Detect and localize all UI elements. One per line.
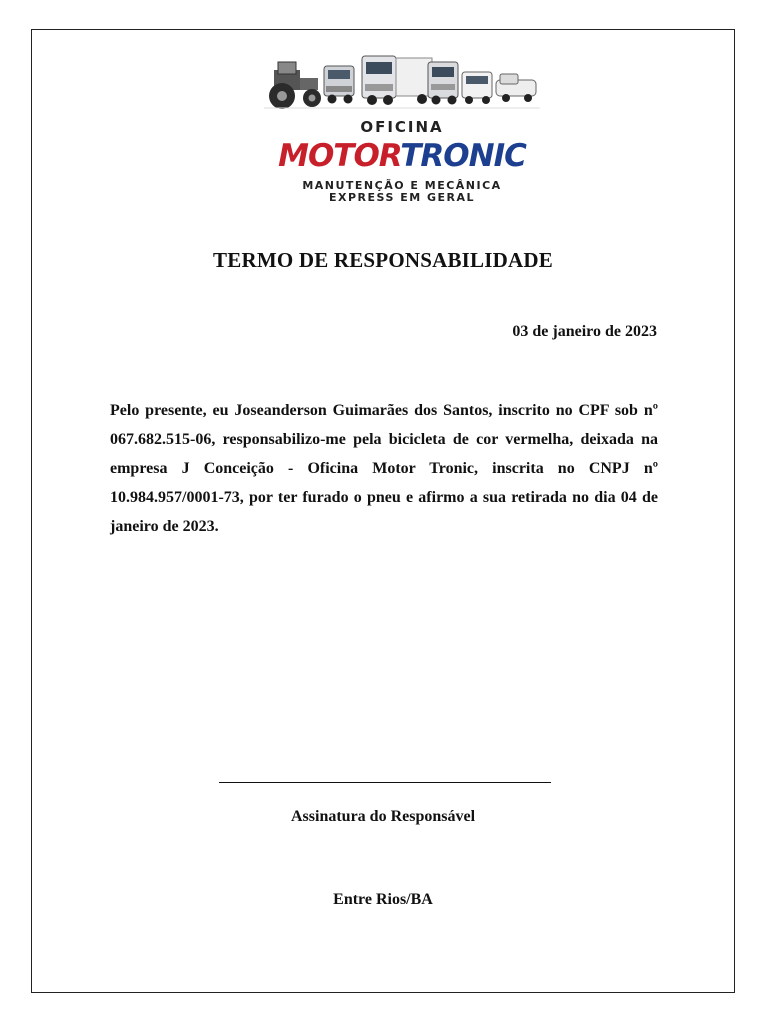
signature-label: Assinatura do Responsável bbox=[290, 808, 476, 825]
logo-tagline1: MANUTENÇÃO E MECÂNICA bbox=[302, 179, 502, 192]
van-icon bbox=[462, 72, 492, 104]
pickup-icon bbox=[496, 74, 536, 102]
truck-icon bbox=[324, 66, 354, 104]
company-logo bbox=[262, 52, 542, 237]
tractor-icon bbox=[269, 62, 321, 109]
logo-line1: OFICINA bbox=[360, 118, 444, 136]
truck-icon bbox=[362, 56, 432, 105]
logo-brand bbox=[262, 138, 542, 174]
document-body: Pelo presente, eu Joseanderson Guimarães dos Santos, inscrito no CPF sob nº 067.682.515-06, responsabilizo-me pela bicicleta de cor vermelha, deixada na empresa J Conceição - Oficina Motor Tronic, inscrita no CNPJ nº 10.984.957/0001-73, por ter furado o pneu e afirmo a sua retirada no dia 04 de janeiro de 2023. bbox=[110, 402, 658, 535]
document-page bbox=[31, 29, 735, 993]
truck-icon bbox=[428, 62, 458, 105]
logo-brand-tronic: TRONIC bbox=[400, 138, 526, 174]
document-date: 03 de janeiro de 2023 bbox=[512, 323, 657, 340]
logo-tagline2: EXPRESS EM GERAL bbox=[328, 191, 476, 204]
logo-brand-motor: MOTOR bbox=[278, 138, 401, 174]
document-title: TERMO DE RESPONSABILIDADE bbox=[213, 248, 553, 272]
city-label: Entre Rios/BA bbox=[333, 891, 433, 908]
signature-line bbox=[219, 782, 551, 783]
